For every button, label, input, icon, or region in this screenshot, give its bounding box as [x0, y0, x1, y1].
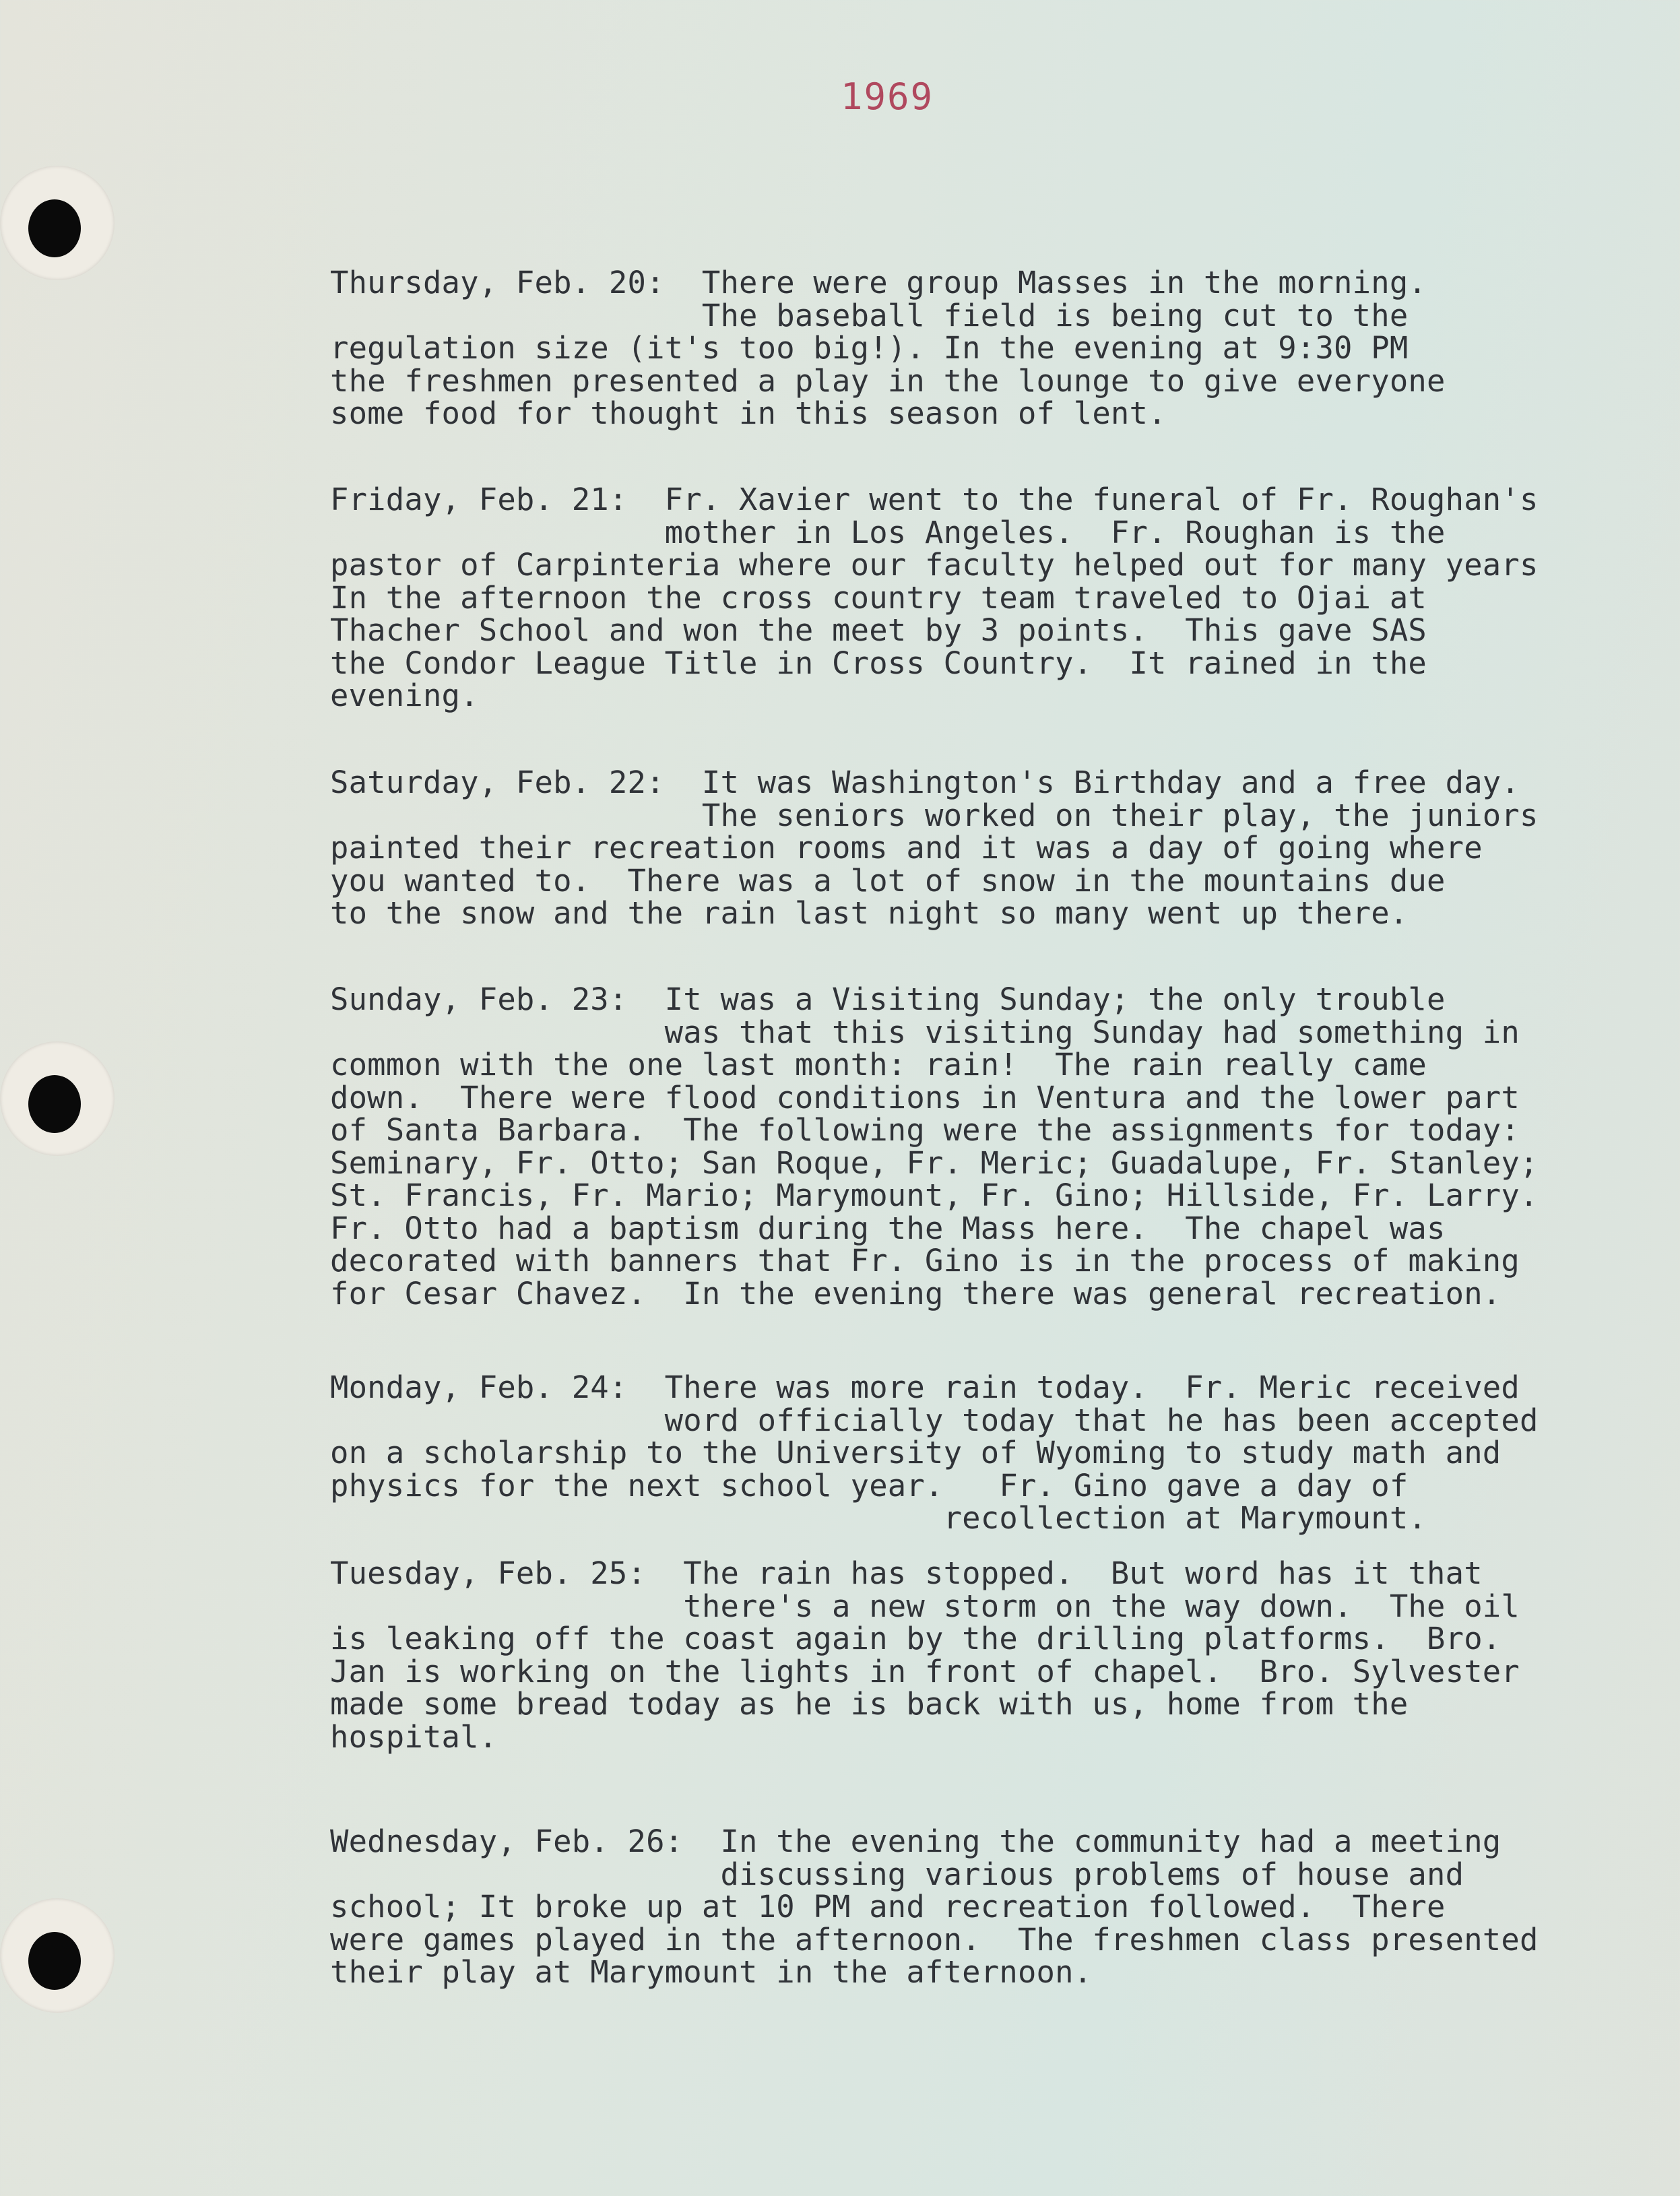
binder-hole-bottom — [0, 1898, 115, 2013]
entry-line: their play at Marymount in the afternoon. — [330, 1954, 1093, 1990]
entry-line: the Condor League Title in Cross Country. It rained in the — [330, 645, 1427, 681]
entry-line: St. Francis, Fr. Mario; Marymount, Fr. Gino; Hillside, Fr. Larry. — [330, 1177, 1539, 1213]
entry-line: Thursday, Feb. 20: There were group Masses in the morning. — [330, 265, 1427, 300]
entry-line: was that this visiting Sunday had something in — [330, 1014, 1520, 1050]
entry-line: The seniors worked on their play, the juniors — [330, 797, 1539, 833]
entry-line: Tuesday, Feb. 25: The rain has stopped. But word has it that — [330, 1555, 1483, 1591]
binder-hole-middle — [0, 1041, 115, 1156]
entry-line: word officially today that he has been accepted — [330, 1402, 1539, 1438]
entry-sunday-feb-23 — [330, 983, 1680, 1310]
entry-line: Sunday, Feb. 23: It was a Visiting Sunday; the only trouble — [330, 981, 1446, 1017]
entry-line: common with the one last month: rain! The rain really came — [330, 1047, 1427, 1083]
entry-line: In the afternoon the cross country team traveled to Ojai at — [330, 579, 1427, 616]
entry-line: made some bread today as he is back with us, home from the — [330, 1686, 1409, 1722]
entry-line: Jan is working on the lights in front of chapel. Bro. Sylvester — [330, 1653, 1520, 1689]
entry-line: decorated with banners that Fr. Gino is in the process of making — [330, 1243, 1520, 1279]
entry-line: Friday, Feb. 21: Fr. Xavier went to the funeral of Fr. Roughan's — [330, 482, 1539, 517]
entry-tuesday-feb-25 — [330, 1557, 1680, 1753]
entry-line: painted their recreation rooms and it was a day of going where — [330, 830, 1483, 866]
entry-line: discussing various problems of house and — [330, 1856, 1464, 1892]
entry-monday-feb-24 — [330, 1371, 1680, 1535]
entry-line: some food for thought in this season of lent. — [330, 395, 1167, 431]
entry-line: physics for the next school year. Fr. Gino gave a day of — [330, 1467, 1409, 1504]
entry-line: recollection at Marymount. — [330, 1500, 1427, 1536]
entry-line: pastor of Carpinteria where our faculty helped out for many years — [330, 547, 1539, 583]
entry-wednesday-feb-26 — [330, 1823, 1680, 1990]
entry-line: Seminary, Fr. Otto; San Roque, Fr. Meric; Guadalupe, Fr. Stanley; — [330, 1144, 1539, 1181]
entry-line: school; It broke up at 10 PM and recreation followed. There — [330, 1889, 1446, 1925]
entry-line: for Cesar Chavez. In the evening there was general recreation. — [330, 1275, 1501, 1312]
entry-line: you wanted to. There was a lot of snow in the mountains due — [330, 862, 1446, 899]
entry-saturday-feb-22 — [330, 767, 1680, 930]
entry-line: to the snow and the rain last night so many went up there. — [330, 895, 1409, 931]
entry-line: on a scholarship to the University of Wyoming to study math and — [330, 1435, 1501, 1471]
entry-line: there's a new storm on the way down. The oil — [330, 1588, 1520, 1624]
entry-line: down. There were flood conditions in Ventura and the lower part — [330, 1079, 1520, 1116]
page-year: 1969 — [841, 75, 934, 118]
entry-line: is leaking off the coast again by the drilling platforms. Bro. — [330, 1621, 1501, 1656]
entry-line: evening. — [330, 678, 479, 713]
entry-line: Saturday, Feb. 22: It was Washington's Birthday and a free day. — [330, 765, 1520, 800]
entry-line: hospital. — [330, 1718, 498, 1755]
entry-line: regulation size (it's too big!). In the evening at 9:30 PM — [330, 330, 1409, 366]
entry-line: were games played in the afternoon. The freshmen class presented — [330, 1921, 1539, 1958]
entry-line: Wednesday, Feb. 26: In the evening the community had a meeting — [330, 1823, 1501, 1859]
entry-line: of Santa Barbara. The following were the assignments for today: — [330, 1112, 1520, 1148]
entry-line: the freshmen presented a play in the lounge to give everyone — [330, 362, 1446, 399]
entry-line: mother in Los Angeles. Fr. Roughan is the — [330, 514, 1446, 550]
entry-line: The baseball field is being cut to the — [330, 297, 1409, 333]
entry-line: Thacher School and won the meet by 3 points. This gave SAS — [330, 612, 1427, 648]
entry-thursday-feb-20 — [330, 267, 1680, 430]
binder-hole-top — [0, 166, 115, 280]
entry-friday-feb-21 — [330, 484, 1680, 713]
entry-line: Fr. Otto had a baptism during the Mass here. The chapel was — [330, 1210, 1446, 1246]
entry-line: Monday, Feb. 24: There was more rain today. Fr. Meric received — [330, 1369, 1520, 1405]
